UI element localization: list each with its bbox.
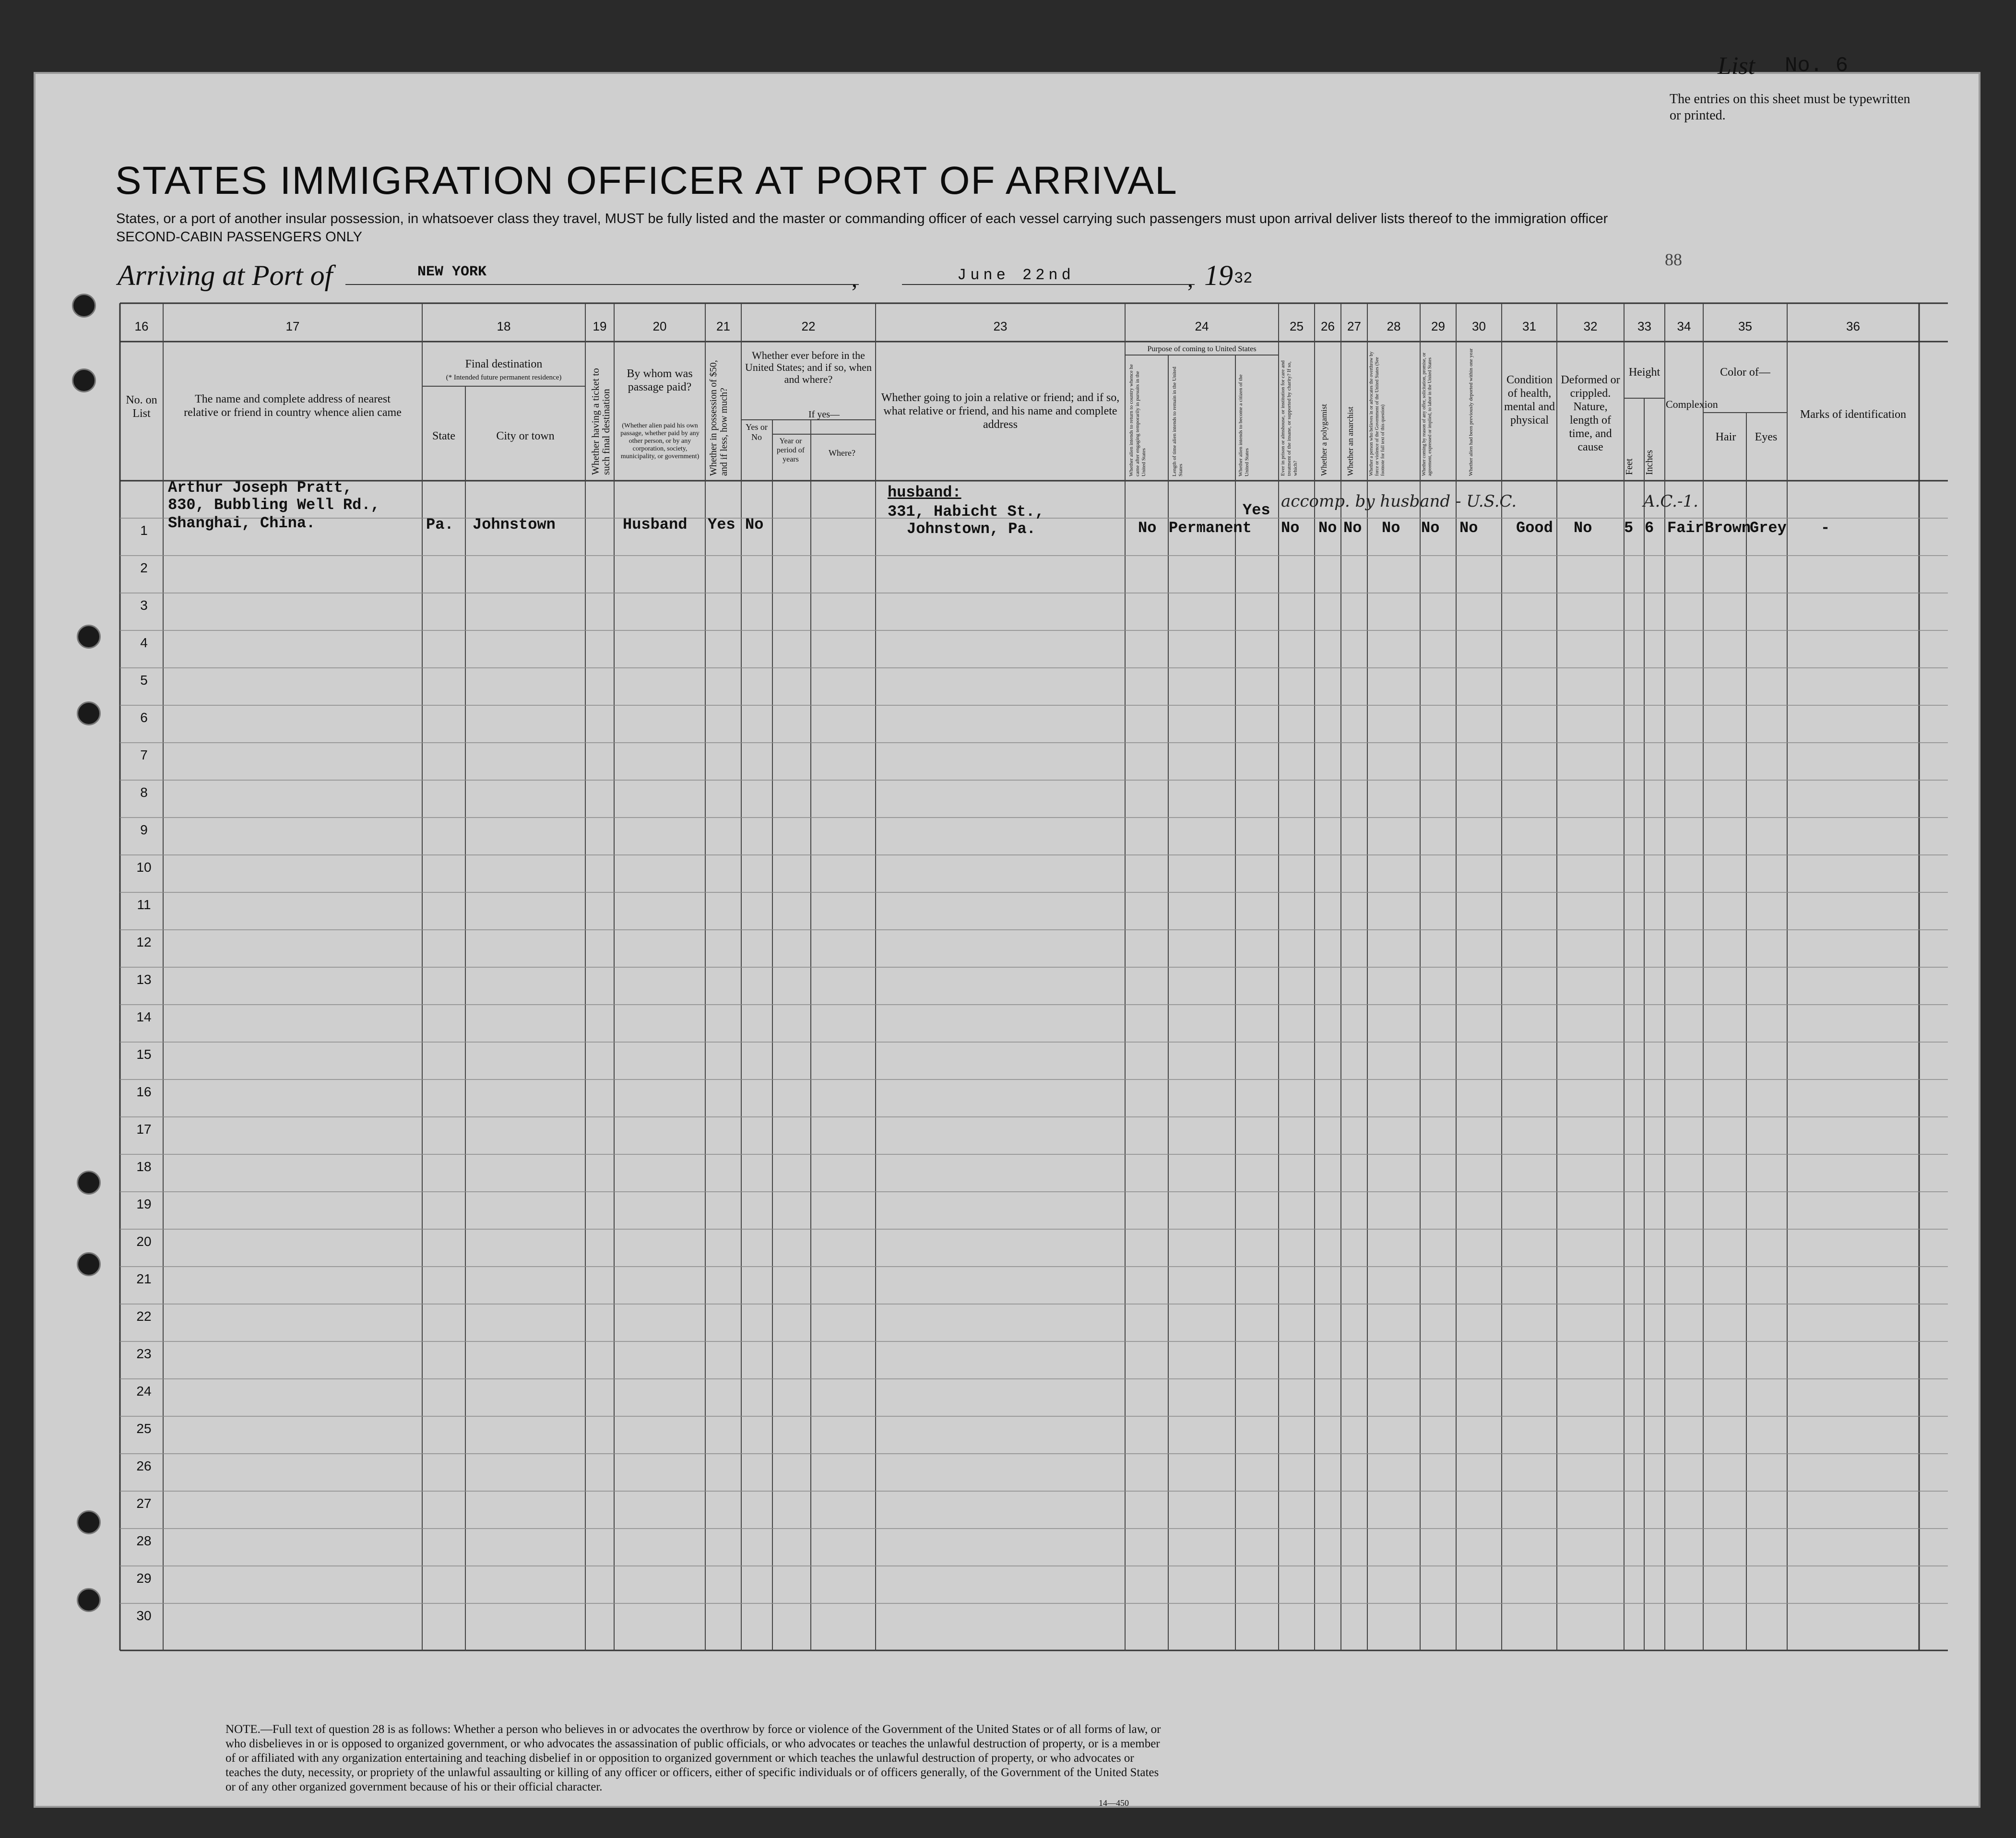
- punch-hole: [77, 701, 101, 725]
- punch-hole: [77, 1171, 101, 1195]
- col-num-17: 17: [285, 319, 300, 333]
- form-title: STATES IMMIGRATION OFFICER AT PORT OF ARRIVAL: [115, 159, 1178, 202]
- col-num-34: 34: [1677, 319, 1691, 333]
- header-no-on-list: No. on List: [126, 394, 157, 420]
- anarchist: No: [1343, 519, 1362, 537]
- header-passage-paid-note: (Whether alien paid his own passage, whether paid by any other person, or by any corporation, society, municipality, or government): [620, 422, 700, 460]
- col-num-19: 19: [593, 319, 607, 333]
- arriving-label: Arriving at Port of: [118, 260, 333, 291]
- row-number: 24: [136, 1384, 152, 1399]
- punch-hole: [77, 1510, 101, 1534]
- row-number: 13: [136, 972, 152, 987]
- col-num-29: 29: [1431, 319, 1445, 333]
- col-num-26: 26: [1321, 319, 1335, 333]
- header-purpose: Purpose of coming to United States: [1147, 345, 1257, 353]
- identification-marks: -: [1821, 519, 1830, 537]
- punch-hole: [77, 1588, 101, 1612]
- header-passage-paid: By whom was passage paid?: [627, 368, 693, 393]
- col-num-32: 32: [1583, 319, 1598, 333]
- join-street: 331, Habicht St.,: [888, 503, 1044, 521]
- row-number: 4: [140, 635, 148, 650]
- header-feet: Feet: [1624, 458, 1635, 475]
- relative-name: Arthur Joseph Pratt,: [168, 479, 353, 497]
- prison: No: [1281, 519, 1300, 537]
- header-year-period: Year or period of years: [776, 437, 805, 463]
- col-num-24: 24: [1195, 319, 1209, 333]
- return-intent: No: [1138, 519, 1157, 537]
- row-number: 1: [140, 523, 148, 538]
- col-num-30: 30: [1472, 319, 1486, 333]
- relative-city: Shanghai, China.: [168, 514, 316, 532]
- col-num-28: 28: [1387, 319, 1401, 333]
- header-if-yes: If yes—: [808, 409, 840, 420]
- form-paragraph: States, or a port of another insular possession, in whatsoever class they travel, MUST be fully listed and the master or commanding officer of each vessel carrying such passengers must upon arrival deliver lists thereof to the immigration officer: [116, 211, 1608, 226]
- row-number: 9: [140, 822, 148, 837]
- row-number: 15: [136, 1047, 152, 1062]
- header-final-destination: Final destination: [465, 358, 543, 370]
- eye-color: Grey: [1750, 519, 1787, 537]
- header-final-destination-note: (* Intended future permanent residence): [446, 374, 562, 381]
- header-city: City or town: [496, 430, 555, 442]
- join-city: Johnstown, Pa.: [907, 520, 1036, 538]
- col-num-23: 23: [993, 319, 1008, 333]
- row-number: 11: [137, 897, 151, 912]
- header-height: Height: [1628, 366, 1660, 379]
- join-relative-type: husband:: [888, 484, 961, 501]
- header-marks: Marks of identification: [1800, 408, 1907, 421]
- passage-paid-by: Husband: [623, 516, 688, 534]
- year-prefix: 19: [1204, 260, 1233, 291]
- handwritten-annotation: accomp. by husband - U.S.C.: [1281, 492, 1517, 511]
- col-num-25: 25: [1290, 319, 1304, 333]
- header-return-intent: Whether alien intends to return to country whence he came after engaging temporarily in pursuits in the United States: [1128, 364, 1147, 476]
- form-code: 14—450: [1099, 1798, 1129, 1808]
- row-number: 20: [136, 1234, 152, 1249]
- header-citizen-intent: Whether alien intends to become a citizen of the United States: [1238, 374, 1250, 476]
- comma: ,: [852, 267, 857, 292]
- arrival-date: June 22nd: [957, 266, 1075, 284]
- punch-hole: [77, 1252, 101, 1276]
- header-complexion: Complexion: [1666, 398, 1718, 410]
- row-number: 17: [136, 1122, 152, 1137]
- row-number: 18: [136, 1159, 152, 1174]
- health: Good: [1516, 519, 1553, 537]
- row-number: 7: [140, 747, 148, 762]
- complexion: Fair: [1667, 519, 1704, 537]
- row-number: 29: [136, 1571, 152, 1586]
- col-num-22: 22: [801, 319, 816, 333]
- comma: ,: [1187, 267, 1193, 292]
- handwritten-code: A.C.-1.: [1643, 492, 1698, 511]
- header-fifty-dollars: Whether in possession of $50, and if less, how much?: [708, 360, 729, 476]
- header-polygamist: Whether a polygamist: [1319, 403, 1328, 476]
- punch-hole: [72, 294, 96, 318]
- header-eyes: Eyes: [1755, 431, 1778, 443]
- col-num-20: 20: [652, 319, 667, 333]
- row-number: 8: [140, 785, 148, 800]
- year-suffix: 32: [1234, 270, 1253, 287]
- labor-agreement: No: [1421, 519, 1440, 537]
- list-number: No. 6: [1785, 54, 1849, 78]
- col-num-16: 16: [134, 319, 149, 333]
- row-number: 19: [136, 1197, 152, 1211]
- col-num-33: 33: [1637, 319, 1651, 333]
- row-number: 3: [140, 598, 148, 613]
- row-number: 25: [136, 1421, 152, 1436]
- col-num-18: 18: [497, 319, 511, 333]
- col-num-36: 36: [1846, 319, 1860, 333]
- overthrow: No: [1382, 519, 1400, 537]
- header-health: Condition of health, mental and physical: [1504, 374, 1555, 427]
- header-before-in-us: Whether ever before in the United States; and if so, when and where?: [745, 349, 872, 385]
- header-relative-address: The name and complete address of nearest relative or friend in country whence alien came: [184, 393, 402, 419]
- row-number: 30: [136, 1608, 152, 1623]
- row-number: 16: [136, 1084, 152, 1099]
- deformed: No: [1574, 519, 1592, 537]
- row-number: 26: [136, 1459, 152, 1473]
- row-number: 21: [136, 1271, 152, 1286]
- header-overthrow: Whether a person who believes in or advocates the overthrow by force or violence of the Government of the United States (See footnote for full text of this question): [1369, 351, 1386, 476]
- arrival-port: NEW YORK: [417, 264, 487, 280]
- header-length-stay: Length of time alien intends to remain in the United States: [1172, 367, 1184, 476]
- header-hair: Hair: [1715, 431, 1736, 443]
- header-ticket: Whether having a ticket to such final destination: [590, 368, 612, 475]
- col-num-21: 21: [716, 319, 730, 333]
- hair-color: Brown: [1705, 519, 1751, 537]
- typewritten-instruction: The entries on this sheet must be typewritten or printed.: [1670, 92, 1910, 123]
- footnote: NOTE.—Full text of question 28 is as follows: Whether a person who believes in or advocates the overthrow by force or violence of the Government of the United States or of all forms of law, or who disbelieves in or is opposed to organized government, or who advocates the assassination of public officials, or who advocates or teaches the unlawful destruction of property, or is a member of or affiliated with any organization entertaining and teaching disbelief in or opposition to organized government or which teaches the unlawful destruction of property, or who advocates or teaches the duty, necessity, or propriety of the unlawful assaulting or killing of any officer or officers, either of specific individuals or of officers generally, of the Government of the United States or of any other organized government because of his or their official character.: [225, 1723, 1161, 1793]
- row-number: 14: [136, 1009, 152, 1024]
- row-number: 23: [136, 1346, 152, 1361]
- row-number: 12: [136, 935, 152, 949]
- header-state: State: [432, 430, 455, 442]
- header-deformed: Deformed or crippled. Nature, length of time, and cause: [1561, 374, 1620, 453]
- row-number: 6: [140, 710, 148, 725]
- destination-state: Pa.: [426, 516, 454, 534]
- length-of-stay: Permanent: [1169, 519, 1252, 537]
- row-number: 2: [140, 560, 148, 575]
- header-prison: Ever in prison or almshouse, or institution for care and treatment of the insane, or supported by charity? If so, which?: [1280, 360, 1298, 476]
- destination-city: Johnstown: [473, 516, 556, 534]
- row-number: 5: [140, 673, 148, 688]
- height-inches: 6: [1645, 519, 1654, 537]
- row-number: 10: [136, 860, 152, 875]
- header-anarchist: Whether an anarchist: [1346, 406, 1355, 476]
- header-where: Where?: [829, 448, 855, 458]
- passenger-class: SECOND-CABIN PASSENGERS ONLY: [116, 229, 362, 245]
- relative-street: 830, Bubbling Well Rd.,: [168, 496, 380, 514]
- header-color-of: Color of—: [1720, 366, 1770, 379]
- page-mark: 88: [1665, 250, 1682, 269]
- list-label: List: [1718, 52, 1755, 80]
- col-num-35: 35: [1738, 319, 1752, 333]
- row-number: 22: [136, 1309, 152, 1324]
- polygamist: No: [1318, 519, 1337, 537]
- header-join-relative: Whether going to join a relative or friend; and if so, what relative or friend, and his name and complete address: [881, 391, 1120, 431]
- punch-hole: [72, 368, 96, 392]
- citizen-intent: Yes: [1243, 501, 1270, 519]
- header-deported: Whether alien had been previously deported within one year: [1468, 348, 1474, 476]
- deported: No: [1459, 519, 1478, 537]
- col-num-31: 31: [1522, 319, 1536, 333]
- height-feet: 5: [1624, 519, 1634, 537]
- header-inches: Inches: [1644, 450, 1655, 475]
- header-labor: Whether coming by reason of any offer, solicitation, promise, or agreement, expressed or implied, to labor in the United States: [1422, 352, 1433, 476]
- money-possession: Yes: [708, 516, 735, 534]
- row-number: 28: [136, 1533, 152, 1548]
- header-yes-no: Yes or No: [746, 422, 768, 442]
- before-in-us: No: [745, 516, 764, 534]
- col-num-27: 27: [1347, 319, 1361, 333]
- punch-hole: [77, 625, 101, 649]
- row-number: 27: [136, 1496, 152, 1511]
